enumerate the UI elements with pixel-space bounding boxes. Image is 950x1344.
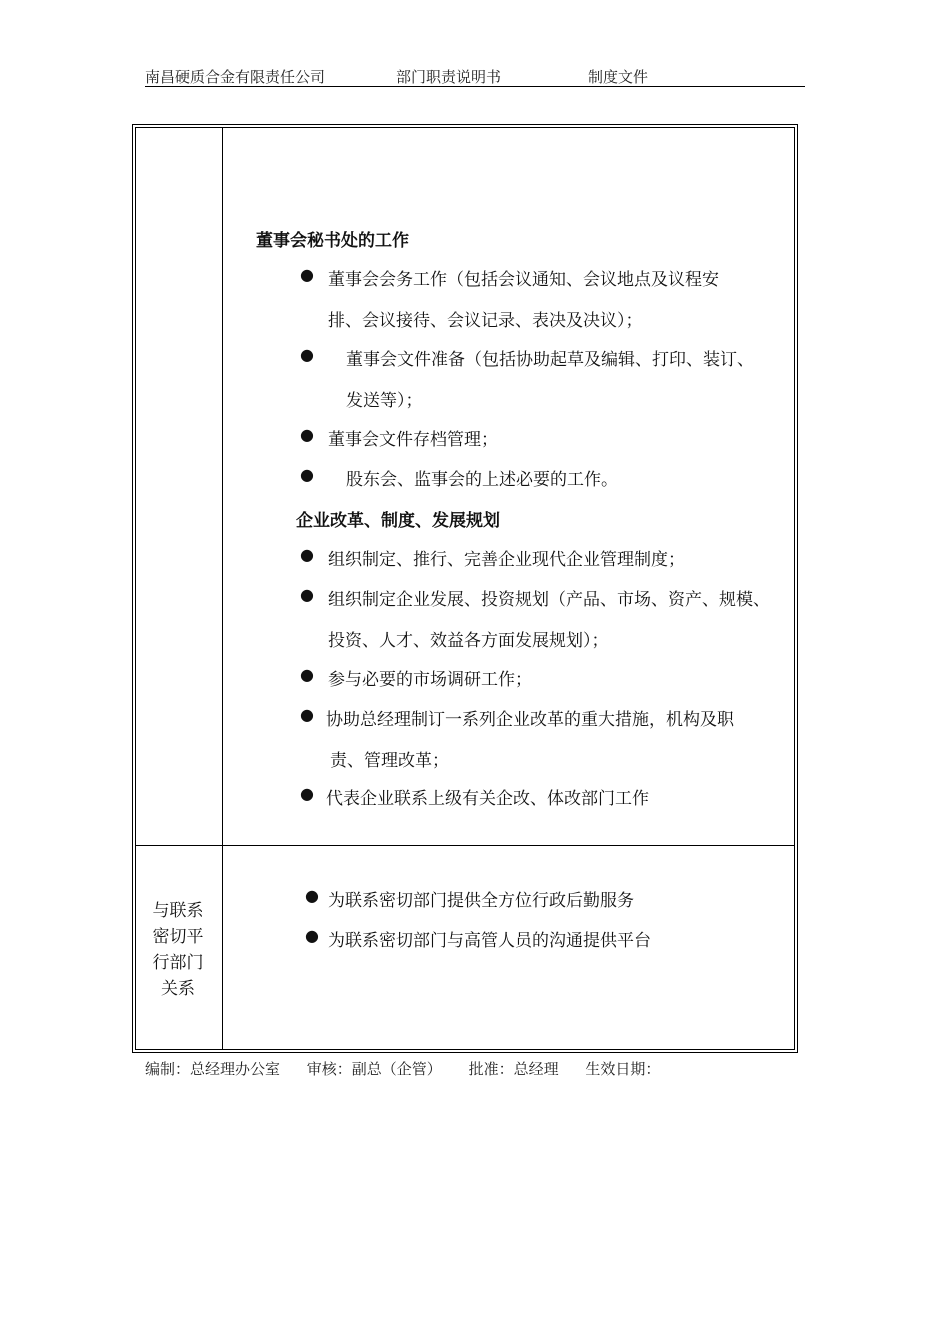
header-company: 南昌硬质合金有限责任公司	[145, 68, 326, 86]
footer-prepared: 编制：总经理办公室	[145, 1060, 281, 1078]
relations-label-line: 关系	[161, 979, 195, 999]
relations-label-line: 密切平	[152, 927, 204, 947]
list-item: 组织制定、推行、完善企业现代企业管理制度；	[328, 550, 685, 570]
page-footer	[145, 1058, 682, 1079]
bullet-icon: ●	[300, 665, 314, 684]
header-doc-name: 部门职责说明书	[396, 68, 502, 86]
bullet-icon: ●	[300, 545, 314, 564]
list-item: 代表企业联系上级有关企改、体改部门工作	[326, 789, 649, 809]
list-item-continued: 责、管理改革；	[330, 751, 449, 771]
bullet-icon: ●	[300, 425, 314, 444]
bullet-icon: ●	[300, 265, 314, 284]
list-item: 董事会文件准备（包括协助起草及编辑、打印、装订、	[346, 350, 754, 370]
row-divider	[136, 845, 794, 846]
footer-effective: 生效日期：	[585, 1060, 661, 1078]
list-item: 为联系密切部门与高管人员的沟通提供平台	[328, 931, 651, 951]
column-divider	[222, 128, 223, 1049]
list-item-continued: 发送等）；	[346, 391, 423, 411]
relations-label-line: 与联系	[152, 901, 204, 921]
header-doc-type: 制度文件	[588, 68, 649, 86]
relations-label-line: 行部门	[152, 953, 204, 973]
list-item-continued: 投资、人才、效益各方面发展规划）；	[328, 631, 609, 651]
list-item-continued: 排、会议接待、会议记录、表决及决议）；	[328, 311, 643, 331]
list-item: 董事会会务工作（包括会议通知、会议地点及议程安	[328, 270, 719, 290]
footer-approved: 批准：总经理	[468, 1060, 559, 1078]
bullet-icon: ●	[305, 886, 319, 905]
list-item: 董事会文件存档管理；	[328, 430, 498, 450]
list-item: 为联系密切部门提供全方位行政后勤服务	[328, 891, 634, 911]
section-title-reform: 企业改革、制度、发展规划	[296, 511, 500, 531]
relations-label	[136, 898, 220, 1002]
bullet-icon: ●	[305, 926, 319, 945]
bullet-icon: ●	[300, 465, 314, 484]
list-item: 股东会、监事会的上述必要的工作。	[346, 470, 618, 490]
list-item: 协助总经理制订一系列企业改革的重大措施，机构及职	[326, 710, 734, 730]
bullet-icon: ●	[300, 784, 314, 803]
list-item: 参与必要的市场调研工作；	[328, 670, 532, 690]
footer-reviewed: 审核：副总（企管）	[306, 1060, 442, 1078]
bullet-icon: ●	[300, 705, 314, 724]
section-title-board: 董事会秘书处的工作	[256, 231, 409, 251]
bullet-icon: ●	[300, 585, 314, 604]
bullet-icon: ●	[300, 345, 314, 364]
list-item: 组织制定企业发展、投资规划（产品、市场、资产、规模、	[328, 590, 770, 610]
page-header	[145, 64, 805, 87]
